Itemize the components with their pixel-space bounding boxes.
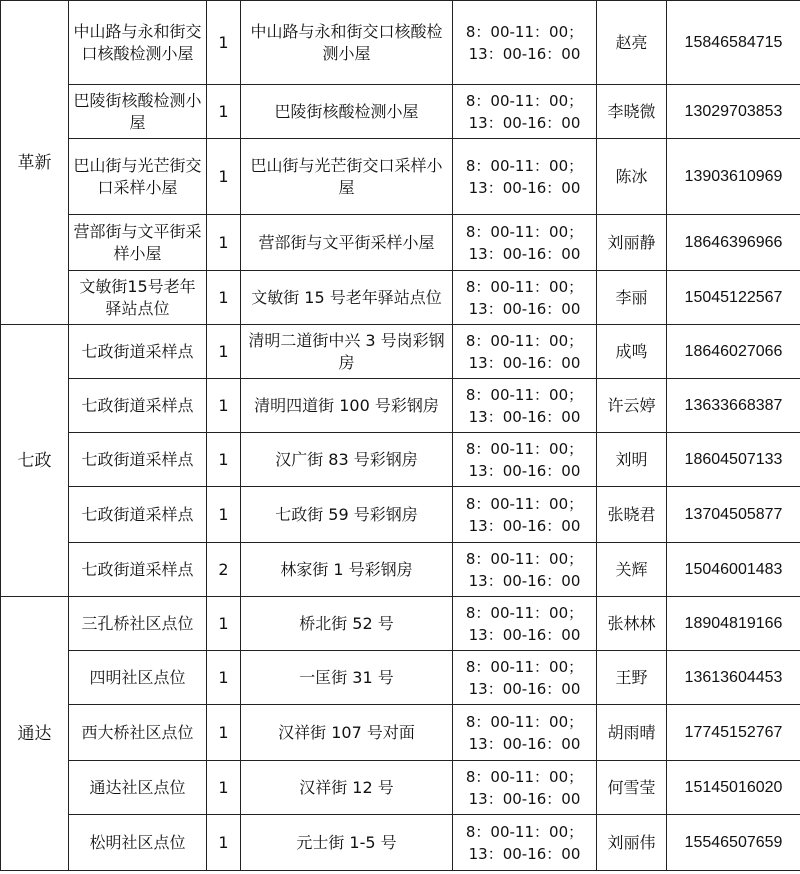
table-row [1, 271, 800, 325]
hours-afternoon: 13：00-16：00 [468, 844, 581, 863]
site-address-cell: 桥北街 52 号 [241, 597, 453, 651]
hours-afternoon: 13：00-16：00 [468, 734, 581, 753]
hours-afternoon: 13：00-16：00 [468, 407, 581, 426]
site-address-cell: 汉祥街 12 号 [241, 761, 453, 815]
site-count-cell: 1 [207, 433, 241, 487]
open-hours-cell [453, 487, 597, 543]
hours-morning: 8：00-11：00； [465, 385, 584, 404]
hours-morning: 8：00-11：00； [465, 91, 584, 110]
contact-name-cell: 刘丽静 [597, 215, 667, 271]
site-address-cell: 汉广街 83 号彩钢房 [241, 433, 453, 487]
contact-name-cell: 李丽 [597, 271, 667, 325]
site-count-cell: 1 [207, 815, 241, 871]
contact-phone-cell: 15145016020 [667, 761, 800, 815]
contact-phone-cell: 13613604453 [667, 651, 800, 705]
site-address-cell: 汉祥街 107 号对面 [241, 705, 453, 761]
hours-morning: 8：00-11：00； [465, 22, 584, 41]
site-address-cell: 清明二道街中兴 3 号岗彩钢房 [241, 325, 453, 379]
contact-phone-cell: 18646396966 [667, 215, 800, 271]
contact-phone-cell: 15045122567 [667, 271, 800, 325]
contact-phone-cell: 13633668387 [667, 379, 800, 433]
open-hours-cell [453, 379, 597, 433]
site-address-cell: 七政街 59 号彩钢房 [241, 487, 453, 543]
contact-name-cell: 张晓君 [597, 487, 667, 543]
contact-phone-cell: 13903610969 [667, 139, 800, 215]
site-point-cell: 七政街道采样点 [69, 325, 207, 379]
table-row [1, 487, 800, 543]
table-row [1, 433, 800, 487]
open-hours-cell [453, 543, 597, 597]
contact-name-cell: 李晓微 [597, 85, 667, 139]
contact-name-cell: 陈冰 [597, 139, 667, 215]
site-point-cell: 营部街与文平街采样小屋 [69, 215, 207, 271]
contact-name-cell: 胡雨晴 [597, 705, 667, 761]
site-point-cell: 七政街道采样点 [69, 487, 207, 543]
site-point-cell: 西大桥社区点位 [69, 705, 207, 761]
site-address-cell: 文敏街 15 号老年驿站点位 [241, 271, 453, 325]
table-body [1, 1, 800, 871]
contact-phone-cell: 15546507659 [667, 815, 800, 871]
hours-afternoon: 13：00-16：00 [468, 244, 581, 263]
hours-morning: 8：00-11：00； [465, 439, 584, 458]
hours-morning: 8：00-11：00； [465, 156, 584, 175]
region-cell: 七政 [1, 325, 69, 597]
site-address-cell: 巴山街与光芒街交口采样小屋 [241, 139, 453, 215]
table-row [1, 815, 800, 871]
site-point-cell: 巴陵街核酸检测小屋 [69, 85, 207, 139]
hours-morning: 8：00-11：00； [465, 657, 584, 676]
contact-phone-cell: 13704505877 [667, 487, 800, 543]
hours-morning: 8：00-11：00； [465, 712, 584, 731]
site-address-cell: 中山路与永和街交口核酸检测小屋 [241, 1, 453, 85]
site-address-cell: 清明四道街 100 号彩钢房 [241, 379, 453, 433]
contact-phone-cell: 18904819166 [667, 597, 800, 651]
contact-phone-cell: 18604507133 [667, 433, 800, 487]
contact-name-cell: 赵亮 [597, 1, 667, 85]
open-hours-cell [453, 215, 597, 271]
contact-phone-cell: 18646027066 [667, 325, 800, 379]
table-row [1, 543, 800, 597]
contact-name-cell: 成鸣 [597, 325, 667, 379]
open-hours-cell [453, 433, 597, 487]
open-hours-cell [453, 139, 597, 215]
hours-morning: 8：00-11：00； [465, 222, 584, 241]
hours-afternoon: 13：00-16：00 [468, 113, 581, 132]
contact-name-cell: 许云婷 [597, 379, 667, 433]
table-row [1, 139, 800, 215]
table-row [1, 215, 800, 271]
region-cell: 通达 [1, 597, 69, 871]
open-hours-cell [453, 271, 597, 325]
table-row [1, 705, 800, 761]
hours-afternoon: 13：00-16：00 [468, 461, 581, 480]
site-point-cell: 巴山街与光芒街交口采样小屋 [69, 139, 207, 215]
open-hours-cell [453, 1, 597, 85]
site-count-cell: 1 [207, 597, 241, 651]
site-point-cell: 四明社区点位 [69, 651, 207, 705]
site-count-cell: 1 [207, 271, 241, 325]
site-count-cell: 1 [207, 651, 241, 705]
site-count-cell: 1 [207, 705, 241, 761]
open-hours-cell [453, 651, 597, 705]
site-point-cell: 七政街道采样点 [69, 379, 207, 433]
site-point-cell: 七政街道采样点 [69, 433, 207, 487]
hours-afternoon: 13：00-16：00 [468, 789, 581, 808]
contact-name-cell: 关辉 [597, 543, 667, 597]
hours-afternoon: 13：00-16：00 [468, 516, 581, 535]
hours-afternoon: 13：00-16：00 [468, 178, 581, 197]
site-address-cell: 巴陵街核酸检测小屋 [241, 85, 453, 139]
site-count-cell: 1 [207, 215, 241, 271]
hours-afternoon: 13：00-16：00 [468, 299, 581, 318]
open-hours-cell [453, 325, 597, 379]
hours-morning: 8：00-11：00； [465, 277, 584, 296]
open-hours-cell [453, 85, 597, 139]
hours-morning: 8：00-11：00； [465, 603, 584, 622]
contact-phone-cell: 13029703853 [667, 85, 800, 139]
hours-afternoon: 13：00-16：00 [468, 44, 581, 63]
site-count-cell: 1 [207, 379, 241, 433]
open-hours-cell [453, 761, 597, 815]
table-row [1, 597, 800, 651]
site-address-cell: 营部街与文平街采样小屋 [241, 215, 453, 271]
table-row [1, 85, 800, 139]
table-row [1, 761, 800, 815]
contact-name-cell: 何雪莹 [597, 761, 667, 815]
contact-name-cell: 刘明 [597, 433, 667, 487]
site-point-cell: 七政街道采样点 [69, 543, 207, 597]
site-count-cell: 1 [207, 139, 241, 215]
open-hours-cell [453, 597, 597, 651]
table-row [1, 1, 800, 85]
site-count-cell: 1 [207, 325, 241, 379]
hours-afternoon: 13：00-16：00 [468, 353, 581, 372]
site-point-cell: 通达社区点位 [69, 761, 207, 815]
site-address-cell: 一匡街 31 号 [241, 651, 453, 705]
contact-phone-cell: 17745152767 [667, 705, 800, 761]
contact-name-cell: 张林林 [597, 597, 667, 651]
contact-name-cell: 王野 [597, 651, 667, 705]
hours-morning: 8：00-11：00； [465, 494, 584, 513]
hours-morning: 8：00-11：00； [465, 767, 584, 786]
site-count-cell: 2 [207, 543, 241, 597]
site-count-cell: 1 [207, 85, 241, 139]
table-row [1, 379, 800, 433]
site-point-cell: 三孔桥社区点位 [69, 597, 207, 651]
site-point-cell: 松明社区点位 [69, 815, 207, 871]
contact-name-cell: 刘丽伟 [597, 815, 667, 871]
hours-morning: 8：00-11：00； [465, 331, 584, 350]
site-count-cell: 1 [207, 761, 241, 815]
hours-morning: 8：00-11：00； [465, 549, 584, 568]
open-hours-cell [453, 705, 597, 761]
contact-phone-cell: 15046001483 [667, 543, 800, 597]
site-point-cell: 中山路与永和街交口核酸检测小屋 [69, 1, 207, 85]
table-row [1, 325, 800, 379]
site-count-cell: 1 [207, 487, 241, 543]
hours-afternoon: 13：00-16：00 [468, 679, 581, 698]
table-row [1, 651, 800, 705]
contact-phone-cell: 15846584715 [667, 1, 800, 85]
hours-afternoon: 13：00-16：00 [468, 571, 581, 590]
site-point-cell: 文敏街15号老年驿站点位 [69, 271, 207, 325]
hours-morning: 8：00-11：00； [465, 822, 584, 841]
open-hours-cell [453, 815, 597, 871]
site-count-cell: 1 [207, 1, 241, 85]
site-address-cell: 林家街 1 号彩钢房 [241, 543, 453, 597]
region-cell: 革新 [1, 1, 69, 325]
hours-afternoon: 13：00-16：00 [468, 625, 581, 644]
site-address-cell: 元士街 1-5 号 [241, 815, 453, 871]
